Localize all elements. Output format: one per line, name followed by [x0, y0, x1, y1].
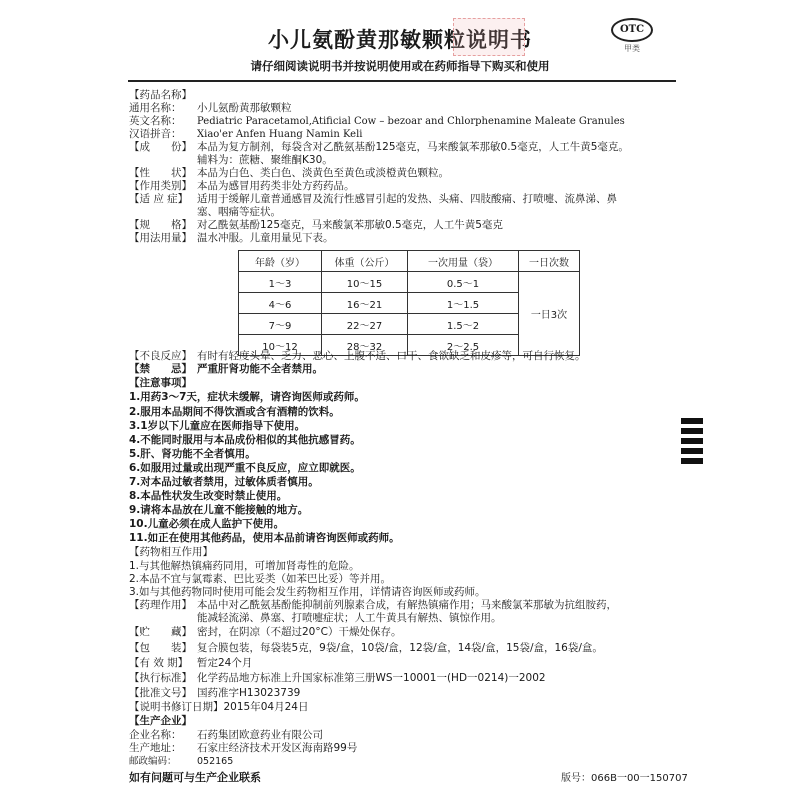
interaction-item: 2.本品不宜与氯霉素、巴比妥类（如苯巴比妥）等并用。: [129, 573, 392, 585]
barcode-strip: [681, 438, 703, 444]
dosage-table-header: [239, 251, 580, 272]
pharmacology-label: 【药理作用】: [129, 599, 192, 611]
category-label: 【作用类别】: [129, 180, 192, 192]
barcode-strip: [681, 458, 703, 464]
validity-label: 【有 效 期】: [129, 657, 189, 669]
storage-row: [129, 624, 689, 639]
cell-weight: 28～32: [322, 335, 408, 356]
header-age: 年龄（岁）: [239, 251, 322, 272]
header-dose: 一次用量（袋）: [408, 251, 519, 272]
cell-dose: 0.5～1: [408, 272, 519, 293]
revision-label: 【说明书修订日期】: [129, 701, 224, 713]
indications-label: 【适 应 症】: [129, 193, 189, 205]
contraindications-row: [129, 361, 689, 376]
version-number: 版号：066B一00一150707: [561, 773, 688, 784]
generic-name-label: 通用名称：: [129, 102, 182, 114]
adverse-label: 【不良反应】: [129, 350, 192, 362]
cell-age: 10～12: [239, 335, 322, 356]
specification-label: 【规 格】: [129, 219, 192, 231]
cell-dose: 1～1.5: [408, 293, 519, 314]
pharmacology-line2: 能减轻流涕、鼻塞、打喷嚏症状；人工牛黄具有解热、镇惊作用。: [197, 612, 502, 624]
address-value: 石家庄经济技术开发区海南路99号: [197, 742, 358, 754]
header-divider: [128, 80, 676, 82]
properties-value: 本品为白色、类白色、淡黄色至黄色或淡橙黄色颗粒。: [197, 167, 449, 179]
approval-row: [129, 685, 689, 700]
composition-line2: 辅料为：蔗糖、聚维酮K30。: [197, 154, 333, 166]
document-subtitle: 请仔细阅读说明书并按说明使用或在药师指导下购买和使用: [250, 59, 550, 73]
barcode-strip: [681, 418, 703, 424]
revision-row: [129, 699, 689, 714]
manufacturer-label: 【生产企业】: [129, 715, 192, 727]
red-stamp-mark: [453, 18, 525, 56]
generic-name-value: 小儿氨酚黄那敏颗粒: [197, 102, 292, 114]
interaction-item: 1.与其他解热镇痛药同用，可增加肾毒性的危险。: [129, 560, 360, 572]
english-name-value: Pediatric Paracetamol,Atificial Cow – bezoar and Chlorphenamine Maleate Granules: [197, 116, 625, 127]
revision-value: 2015年04月24日: [223, 701, 309, 713]
cell-dose: 2～2.5: [408, 335, 519, 356]
company-name-value: 石药集团欧意药业有限公司: [197, 729, 323, 741]
table-row: [239, 272, 580, 293]
english-name-label: 英文名称：: [129, 115, 182, 127]
cell-age: 4～6: [239, 293, 322, 314]
cell-age: 1～3: [239, 272, 322, 293]
precaution-item: 2.服用本品期间不得饮酒或含有酒精的饮料。: [129, 406, 340, 418]
interactions-label: 【药物相互作用】: [129, 546, 213, 558]
pinyin-label: 汉语拼音：: [129, 128, 182, 140]
composition-label: 【成 份】: [129, 141, 192, 153]
specification-value: 对乙酰氨基酚125毫克，马来酸氯苯那敏0.5毫克，人工牛黄5毫克: [197, 219, 503, 231]
storage-label: 【贮 藏】: [129, 626, 192, 638]
usage-label: 【用法用量】: [129, 232, 192, 244]
postcode-label: 邮政编码：: [129, 756, 177, 767]
document-title: 小儿氨酚黄那敏颗粒说明书: [268, 28, 532, 52]
precaution-item: 1.用药3～7天，症状未缓解，请咨询医师或药师。: [129, 391, 365, 403]
otc-class-label: 甲类: [624, 44, 640, 53]
usage-row: [129, 230, 689, 245]
precautions-label: 【注意事项】: [129, 377, 192, 389]
postcode-value: 052165: [197, 756, 234, 767]
validity-value: 暂定24个月: [197, 657, 253, 669]
standard-value: 化学药品地方标准上升国家标准第三册WS一10001一(HD一0214)一2002: [197, 672, 546, 684]
category-value: 本品为感冒用药类非处方药药品。: [197, 180, 355, 192]
pharmacology-line1: 本品中对乙酰氨基酚能抑制前列腺素合成，有解热镇痛作用；马来酸氯苯那敏为抗组胺药，: [197, 599, 617, 611]
indications-line2: 塞、咽痛等症状。: [197, 206, 281, 218]
barcode-strip: [681, 448, 703, 454]
precaution-item: 9.请将本品放在儿童不能接触的地方。: [129, 504, 309, 516]
indications-line1: 适用于缓解儿童普通感冒及流行性感冒引起的发热、头痛、四肢酸痛、打喷嚏、流鼻涕、鼻: [197, 193, 617, 205]
composition-line1: 本品为复方制剂，每袋含对乙酰氨基酚125毫克，马来酸氯苯那敏0.5毫克，人工牛黄5毫克。: [197, 141, 629, 153]
precaution-item: 3.1岁以下儿童应在医师指导下使用。: [129, 420, 306, 432]
approval-value: 国药准字H13023739: [197, 687, 301, 699]
approval-label: 【批准文号】: [129, 687, 192, 699]
address-label: 生产地址：: [129, 742, 182, 754]
standard-row: [129, 670, 689, 685]
company-name-label: 企业名称：: [129, 729, 182, 741]
header-weight: 体重（公斤）: [322, 251, 408, 272]
precaution-item: 6.如服用过量或出现严重不良反应，应立即就医。: [129, 462, 361, 474]
contraindications-label: 【禁 忌】: [129, 363, 192, 375]
cell-weight: 22～27: [322, 314, 408, 335]
properties-label: 【性 状】: [129, 167, 192, 179]
precaution-item: 11.如正在使用其他药品，使用本品前请咨询医师或药师。: [129, 532, 400, 544]
package-row: [129, 640, 689, 655]
cell-daily-times: 一日3次: [519, 272, 580, 356]
pinyin-value: Xiao'er Anfen Huang Namin Keli: [197, 129, 363, 140]
usage-value: 温水冲服。儿童用量见下表。: [197, 232, 334, 244]
precaution-item: 5.肝、肾功能不全者慎用。: [129, 448, 256, 460]
interaction-item: 3.如与其他药物同时使用可能会发生药物相互作用，详情请咨询医师或药师。: [129, 586, 486, 598]
validity-row: [129, 655, 689, 670]
standard-label: 【执行标准】: [129, 672, 192, 684]
cell-dose: 1.5～2: [408, 314, 519, 335]
contraindications-value: 严重肝肾功能不全者禁用。: [197, 363, 323, 375]
otc-badge-icon: OTC: [611, 18, 653, 42]
adverse-value: 有时有轻度头晕、乏力、恶心、上腹不适、口干、食欲缺乏和皮疹等，可自行恢复。: [197, 350, 586, 362]
barcode-strip: [681, 428, 703, 434]
contact-note: 如有问题可与生产企业联系: [129, 771, 261, 784]
precaution-item: 8.本品性状发生改变时禁止使用。: [129, 490, 288, 502]
package-value: 复合膜包装，每袋装5克，9袋/盒，10袋/盒，12袋/盒，14袋/盒，15袋/盒，16袋/盒。: [197, 642, 603, 654]
cell-age: 7～9: [239, 314, 322, 335]
precaution-item: 10.儿童必须在成人监护下使用。: [129, 518, 285, 530]
section-label: 【药品名称】: [129, 89, 192, 101]
postcode-row: [129, 753, 689, 767]
package-label: 【包 装】: [129, 642, 192, 654]
storage-value: 密封，在阴凉（不超过20°C）干燥处保存。: [197, 626, 402, 638]
precaution-item: 4.不能同时服用与本品成份相似的其他抗感冒药。: [129, 434, 361, 446]
pharmacology-row-2: [129, 610, 689, 625]
precaution-item: 7.对本品过敏者禁用，过敏体质者慎用。: [129, 476, 319, 488]
header-times: 一日次数: [519, 251, 580, 272]
cell-weight: 16～21: [322, 293, 408, 314]
dosage-table: [238, 250, 580, 356]
cell-weight: 10～15: [322, 272, 408, 293]
